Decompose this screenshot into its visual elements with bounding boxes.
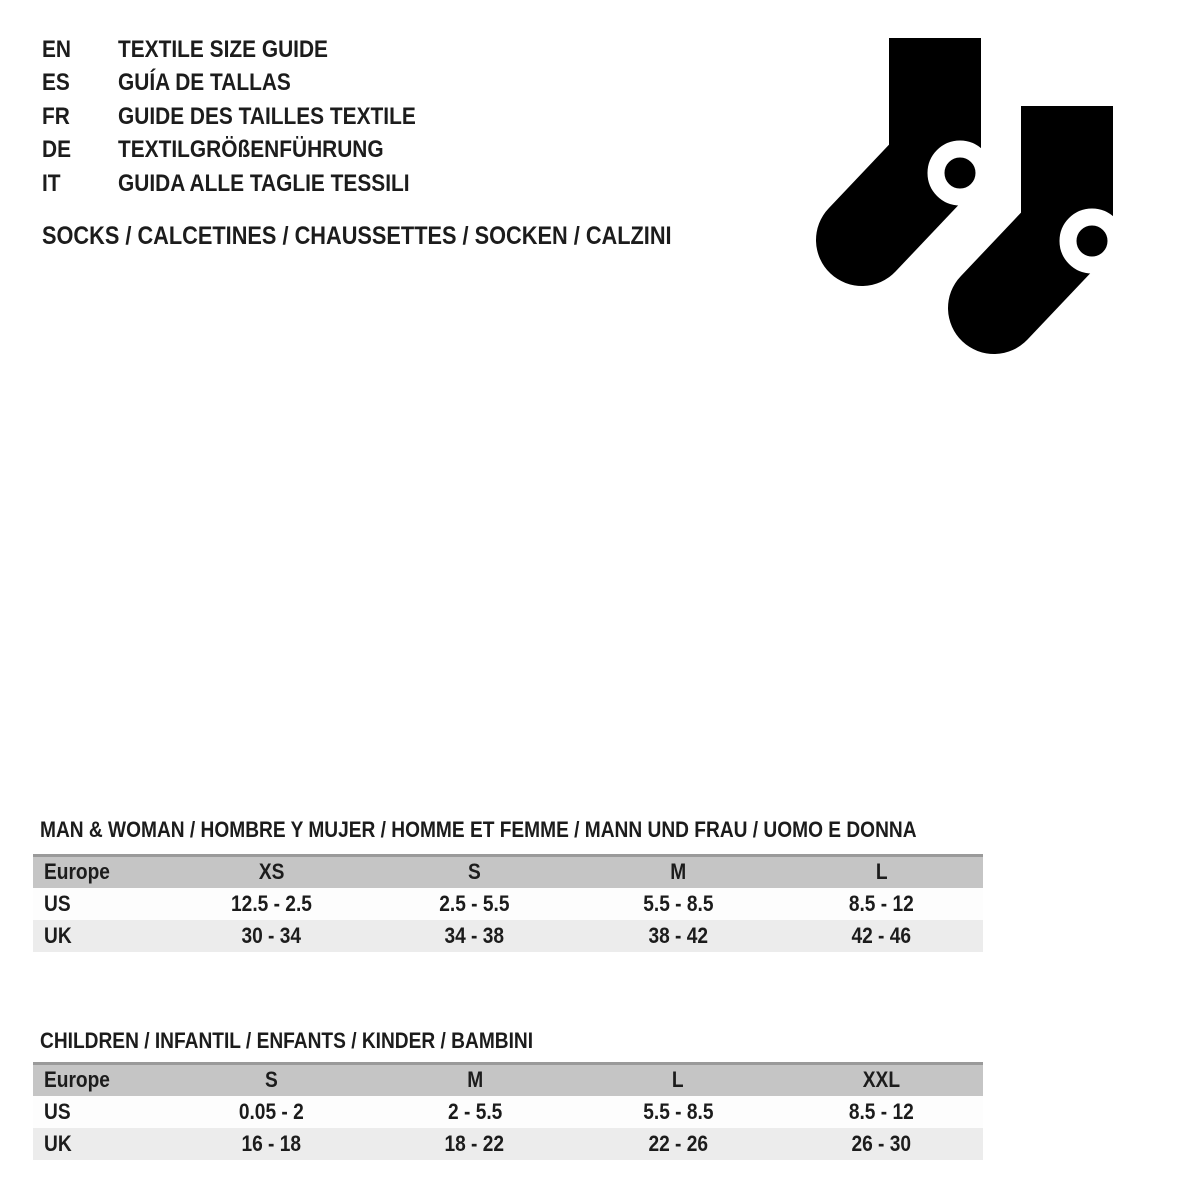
size-value-cell — [576, 1128, 779, 1160]
product-category-line — [42, 222, 766, 250]
size-value: 2 - 5.5 — [447, 1098, 502, 1124]
language-title: TEXTILGRÖßENFÜHRUNG — [118, 136, 384, 164]
size-value: 38 - 42 — [648, 922, 708, 948]
size-value: 5.5 - 8.5 — [642, 1098, 714, 1124]
table-header-row — [33, 856, 983, 888]
size-value: 5.5 - 8.5 — [642, 890, 714, 916]
socks-icon — [810, 20, 1130, 360]
language-row — [42, 134, 460, 168]
size-value-cell — [576, 920, 779, 952]
size-value: 42 - 46 — [851, 922, 912, 948]
row-label: UK — [44, 1130, 72, 1156]
size-value: 2.5 - 5.5 — [439, 890, 510, 916]
column-header-label: L — [875, 859, 888, 885]
language-row — [42, 33, 460, 67]
table-row-uk — [33, 1128, 983, 1160]
language-code: IT — [42, 169, 61, 197]
size-value-cell — [373, 1128, 576, 1160]
size-value: 12.5 - 2.5 — [231, 890, 312, 916]
table-title-man-woman — [40, 818, 1048, 842]
table-title-children — [40, 1029, 607, 1053]
column-header-label: XXL — [862, 1067, 900, 1093]
row-label: US — [44, 890, 71, 916]
language-title: GUIDE DES TAILLES TEXTILE — [118, 102, 416, 130]
table-title-text: CHILDREN / INFANTIL / ENFANTS / KINDER / BAMBINI — [40, 1028, 534, 1053]
column-header-label: Europe — [44, 859, 110, 885]
language-title: GUIDA ALLE TAGLIE TESSILI — [118, 169, 410, 197]
language-code: FR — [42, 102, 70, 130]
size-value-cell — [170, 1128, 373, 1160]
language-code: DE — [42, 136, 72, 164]
size-value-cell — [780, 920, 983, 952]
language-code: ES — [42, 69, 70, 97]
size-value: 22 - 26 — [648, 1130, 708, 1156]
language-code: EN — [42, 35, 72, 63]
size-value-cell — [373, 1096, 576, 1128]
row-label: UK — [44, 922, 72, 948]
size-value-cell — [373, 920, 576, 952]
table-row-us — [33, 1096, 983, 1128]
size-value-cell — [170, 888, 373, 920]
size-value-cell — [780, 888, 983, 920]
size-table-man-woman — [33, 854, 983, 952]
language-title: GUÍA DE TALLAS — [118, 69, 291, 97]
header-cell-size-l — [780, 856, 983, 888]
size-value: 8.5 - 12 — [848, 890, 914, 916]
table-row-us — [33, 888, 983, 920]
header-cell-size-xs — [170, 856, 373, 888]
size-value-cell — [780, 1128, 983, 1160]
row-label-cell — [33, 1128, 170, 1160]
header-cell-size-l — [576, 1064, 779, 1096]
column-header-label: S — [468, 859, 482, 885]
language-row — [42, 167, 460, 201]
language-title-list — [42, 33, 460, 201]
size-value: 30 - 34 — [241, 922, 302, 948]
row-label-cell — [33, 888, 170, 920]
size-value: 8.5 - 12 — [848, 1098, 914, 1124]
size-value: 18 - 22 — [444, 1130, 505, 1156]
column-header-label: Europe — [44, 1067, 110, 1093]
product-category-text: SOCKS / CALCETINES / CHAUSSETTES / SOCKEN / CALZINI — [42, 222, 672, 250]
size-value-cell — [170, 1096, 373, 1128]
header-cell-region — [33, 856, 170, 888]
language-row — [42, 100, 460, 134]
size-value: 34 - 38 — [444, 922, 505, 948]
row-label-cell — [33, 1096, 170, 1128]
header-cell-size-s — [373, 856, 576, 888]
language-row — [42, 67, 460, 101]
size-table-children — [33, 1062, 983, 1160]
size-value-cell — [576, 888, 779, 920]
column-header-label: M — [466, 1067, 483, 1093]
size-value-cell — [373, 888, 576, 920]
size-value-cell — [576, 1096, 779, 1128]
column-header-label: XS — [258, 859, 285, 885]
size-value-cell — [170, 920, 373, 952]
column-header-label: L — [672, 1067, 684, 1093]
table-row-uk — [33, 920, 983, 952]
size-value-cell — [780, 1096, 983, 1128]
header-cell-size-s — [170, 1064, 373, 1096]
column-header-label: S — [265, 1067, 278, 1093]
header-cell-size-xxl — [780, 1064, 983, 1096]
header-cell-size-m — [373, 1064, 576, 1096]
header-cell-region — [33, 1064, 170, 1096]
table-header-row — [33, 1064, 983, 1096]
row-label-cell — [33, 920, 170, 952]
table-title-text: MAN & WOMAN / HOMBRE Y MUJER / HOMME ET FEMME / MANN UND FRAU / UOMO E DONNA — [40, 817, 917, 842]
size-value: 16 - 18 — [241, 1130, 302, 1156]
header-cell-size-m — [576, 856, 779, 888]
row-label: US — [44, 1098, 71, 1124]
column-header-label: M — [670, 859, 687, 885]
size-value: 26 - 30 — [851, 1130, 912, 1156]
language-title: TEXTILE SIZE GUIDE — [118, 35, 328, 63]
size-value: 0.05 - 2 — [238, 1098, 304, 1124]
